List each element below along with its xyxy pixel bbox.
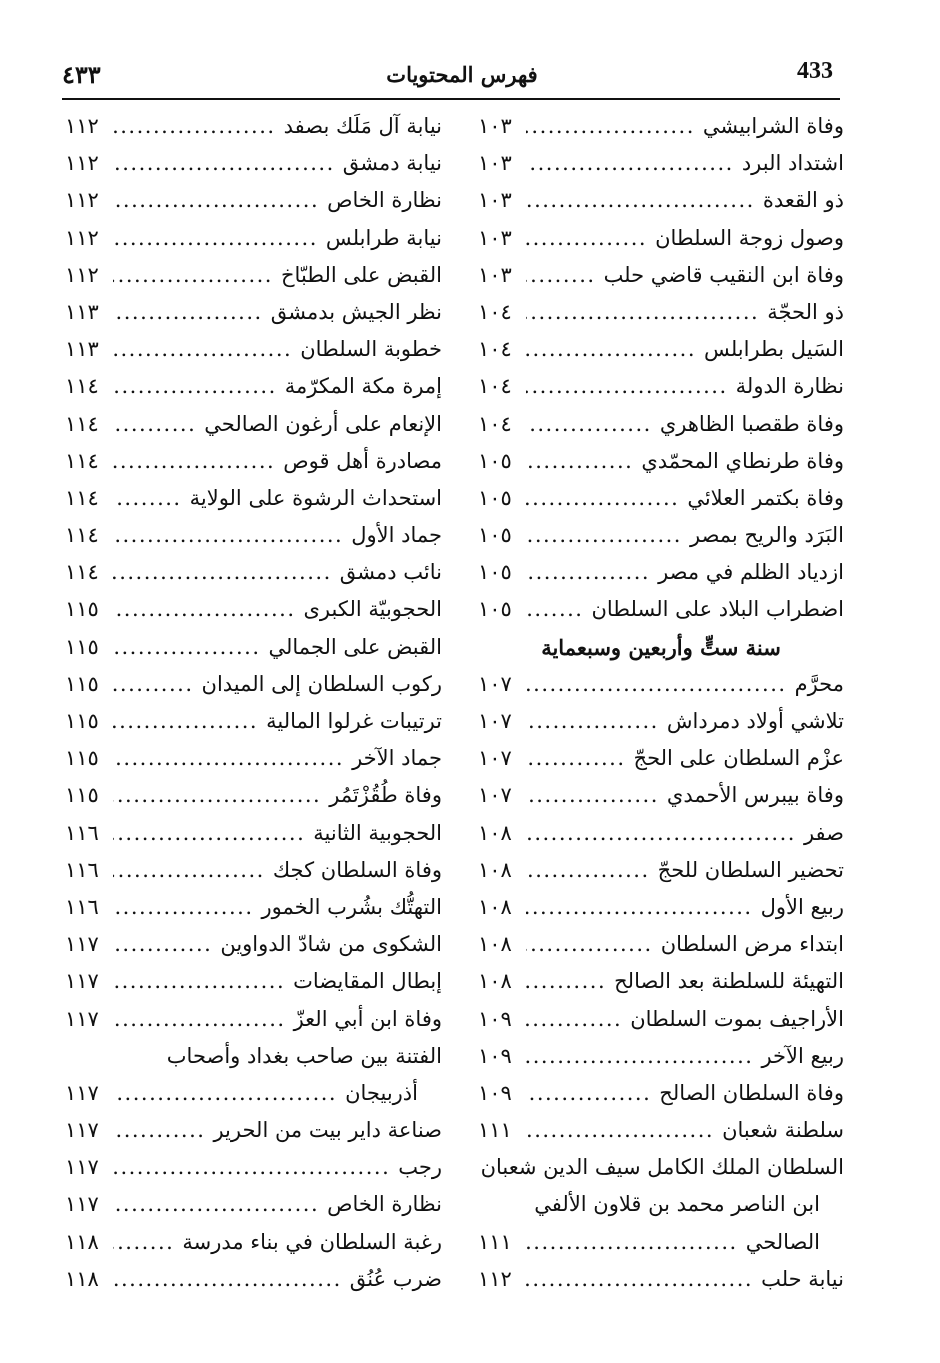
toc-page-number: ١٠٩	[478, 1080, 512, 1105]
toc-entry-title: نظر الجيش بدمشق	[270, 299, 442, 324]
toc-entry	[65, 1112, 442, 1149]
toc-entry-title: تلاشي أولاد دمرداش	[666, 709, 844, 733]
toc-entry	[65, 294, 442, 331]
dot-leader	[113, 591, 296, 628]
toc-entry	[478, 591, 844, 628]
dot-leader	[526, 331, 696, 368]
toc-page-number: ١٠٥	[478, 597, 512, 622]
toc-entry	[478, 294, 844, 331]
dot-leader	[526, 1038, 753, 1075]
toc-entry-title: السَيل بطرابلس	[704, 337, 844, 362]
toc-page-number: ١١١	[478, 1118, 512, 1143]
toc-entry-title: نظارة الخاص	[327, 188, 442, 213]
toc-entry-title: نيابة حلب	[761, 1266, 844, 1291]
toc-entry	[65, 1261, 442, 1298]
toc-entry	[478, 1038, 844, 1075]
toc-page-number: ١١٨	[65, 1266, 99, 1291]
toc-entry	[65, 368, 442, 405]
toc-entry	[65, 963, 442, 1000]
toc-entry-title: استحداث الرشوة على الولاية	[189, 485, 442, 510]
toc-entry	[65, 1149, 442, 1186]
toc-page-number: ١١٦	[65, 820, 99, 845]
toc-page-number: ١٠٥	[478, 560, 512, 585]
toc-entry-title: وفاة ابن أبي العزّ	[293, 1006, 442, 1031]
toc-entry-title: رجب	[398, 1155, 442, 1180]
dot-leader	[113, 963, 285, 1000]
toc-entry-title: الحجوبيّة الكبرى	[303, 597, 442, 622]
dot-leader	[526, 1075, 651, 1112]
toc-page-number: ١٠٥	[478, 523, 512, 548]
toc-page-number: ١٠٩	[478, 1043, 512, 1068]
toc-entry-title: التهيئة للسلطنة بعد الصالح	[614, 969, 844, 994]
toc-entry	[65, 889, 442, 926]
toc-entry	[65, 554, 442, 591]
toc-page-number: ١١٥	[65, 709, 99, 733]
toc-entry	[478, 480, 844, 517]
page-number-arabic: ٤٣٣	[62, 60, 101, 89]
page-title: فهرس المحتويات	[386, 62, 538, 87]
toc-entry	[65, 591, 442, 628]
toc-entry-title: خطوبة السلطان	[300, 337, 442, 362]
toc-page-number: ١١٧	[65, 969, 99, 994]
toc-entry-title: نيابة آل مَلَك بصفد	[283, 114, 442, 138]
toc-entry-title: إمرة مكة المكرّمة	[284, 374, 442, 399]
toc-entry	[65, 926, 442, 963]
toc-entry	[478, 517, 844, 554]
dot-leader	[113, 108, 276, 145]
toc-entry-title: وفاة بكتمر العلائي	[687, 485, 844, 510]
toc-page-number: ١١٥	[65, 671, 99, 696]
toc-page-number: ١١٤	[65, 485, 99, 510]
toc-page-number: ١١٢	[478, 1266, 512, 1291]
toc-entry-title: اضطراب البلاد على السلطان	[591, 597, 844, 622]
toc-page-number: ١٠٨	[478, 820, 512, 845]
dot-leader	[526, 406, 652, 443]
toc-page-number: ١١٥	[65, 597, 99, 622]
toc-entry-title: الفتنة بين صاحب بغداد وأصحاب	[166, 1043, 442, 1068]
dot-leader	[526, 963, 606, 1000]
toc-entry-title: ابن الناصر محمد بن قلاون الألفي	[534, 1192, 820, 1217]
dot-leader	[113, 629, 261, 666]
toc-entry-title: وفاة طرنطاي المحمّدي	[641, 448, 844, 473]
toc-entry-title: نيابة دمشق	[342, 151, 442, 176]
toc-page-number: ١١٤	[65, 448, 99, 473]
dot-leader	[526, 1224, 738, 1261]
toc-page-number: ١١٧	[65, 1118, 99, 1143]
toc-page-number: ١١١	[478, 1229, 512, 1254]
toc-entry-title: وصول زوجة السلطان	[655, 225, 844, 250]
toc-entry	[478, 1261, 844, 1298]
dot-leader	[526, 368, 728, 405]
toc-page-number: ١١٧	[65, 1155, 99, 1180]
toc-page-number: ١١٧	[65, 932, 99, 957]
toc-entry-title: جماد الأول	[351, 523, 442, 548]
page-number-latin: 433	[797, 58, 833, 84]
toc-entry-line	[478, 1186, 844, 1223]
toc-entry-title: اشتداد البرد	[741, 151, 844, 176]
toc-page-number: ١١٨	[65, 1229, 99, 1254]
toc-entry-title: وفاة السلطان كجك	[272, 857, 442, 882]
toc-entry-title: وفاة طقصبا الظاهري	[659, 411, 844, 436]
toc-entry	[478, 666, 844, 703]
toc-entry-title: القبض على الجمالي	[268, 634, 442, 659]
toc-entry-title: جماد الآخر	[352, 746, 442, 771]
dot-leader	[113, 703, 258, 740]
toc-page-number: ١٠٣	[478, 151, 512, 176]
toc-entry	[65, 740, 442, 777]
toc-entry	[478, 257, 844, 294]
toc-entry	[65, 406, 442, 443]
toc-entry	[65, 1186, 442, 1223]
toc-entry-title: ازدياد الظلم في مصر	[658, 560, 844, 585]
toc-entry-title: نظارة الخاص	[327, 1192, 442, 1217]
toc-page-number: ١١٥	[65, 634, 99, 659]
toc-page-number: ١١٤	[65, 374, 99, 399]
dot-leader	[113, 1149, 390, 1186]
toc-entry-title: ربيع الأول	[760, 894, 844, 919]
toc-entry-title: عزْم السلطان على الحجّ	[633, 746, 844, 771]
dot-leader	[113, 1112, 205, 1149]
toc-entry-title: الإنعام على أرغون الصالحي	[204, 411, 442, 436]
toc-entry-title: الحجوبية الثانية	[313, 820, 442, 845]
dot-leader	[526, 443, 633, 480]
toc-page-number: ١٠٨	[478, 857, 512, 882]
toc-page-number: ١٠٧	[478, 709, 512, 733]
dot-leader	[113, 443, 275, 480]
dot-leader	[526, 1261, 753, 1298]
toc-page-number: ١١٤	[65, 560, 99, 585]
toc-entry	[65, 331, 442, 368]
dot-leader	[113, 145, 335, 182]
toc-column-left	[65, 108, 442, 1298]
toc-entry-title: سلطنة شعبان	[722, 1118, 844, 1143]
dot-leader	[526, 1001, 622, 1038]
dot-leader	[113, 220, 318, 257]
toc-page-number: ١١٤	[65, 411, 99, 436]
toc-entry-title: ذو الحجّة	[767, 299, 844, 324]
dot-leader	[113, 740, 344, 777]
toc-entry	[65, 703, 442, 740]
toc-page-number: ١٠٧	[478, 671, 512, 696]
toc-entry	[478, 443, 844, 480]
toc-page-number: ١١٦	[65, 857, 99, 882]
toc-entry-title: ركوب السلطان إلى الميدان	[201, 671, 442, 696]
toc-entry	[65, 852, 442, 889]
toc-page-number: ١٠٧	[478, 746, 512, 771]
dot-leader	[113, 666, 194, 703]
toc-entry	[65, 1075, 442, 1112]
toc-entry-title: وفاة ابن النقيب قاضي حلب	[603, 262, 844, 287]
toc-entry	[478, 777, 844, 814]
toc-page-number: ١١٢	[65, 114, 99, 138]
toc-page-number: ١٠٤	[478, 374, 512, 399]
toc-entry	[65, 182, 442, 219]
toc-entry-title: محرَّم	[794, 671, 844, 696]
dot-leader	[526, 145, 734, 182]
toc-entry-title: وفاة طُقُزْتَمُر	[329, 783, 442, 808]
toc-page-number: ١٠٣	[478, 225, 512, 250]
toc-entry	[65, 666, 442, 703]
toc-entry-title: التهتُّك بشُرب الخمور	[261, 894, 442, 919]
dot-leader	[113, 777, 321, 814]
toc-entry	[65, 629, 442, 666]
toc-entry	[65, 815, 442, 852]
toc-entry	[478, 1112, 844, 1149]
toc-entry-title: ابتداء مرض السلطان	[660, 932, 844, 957]
toc-page-number: ١١٧	[65, 1006, 99, 1031]
toc-entry-title: وفاة الشرابيشي	[702, 114, 844, 138]
dot-leader	[526, 554, 650, 591]
dot-leader	[526, 777, 659, 814]
toc-entry	[478, 926, 844, 963]
dot-leader	[526, 517, 682, 554]
dot-leader	[113, 1186, 319, 1223]
dot-leader	[113, 1001, 286, 1038]
dot-leader	[526, 703, 659, 740]
toc-page-number: ١١٧	[65, 1192, 99, 1217]
toc-entry-title: أذربيجان	[345, 1080, 418, 1105]
toc-entry-title: ذو القعدة	[762, 188, 844, 213]
toc-entry-line	[65, 1038, 442, 1075]
toc-page-number: ١٠٥	[478, 448, 512, 473]
dot-leader	[113, 1075, 337, 1112]
toc-entry	[478, 108, 844, 145]
dot-leader	[526, 108, 695, 145]
toc-entry-title: تحضير السلطان للحجّ	[657, 857, 844, 882]
toc-entry	[478, 815, 844, 852]
toc-page-number: ١١٤	[65, 523, 99, 548]
dot-leader	[526, 182, 755, 219]
toc-entry	[478, 554, 844, 591]
dot-leader	[526, 740, 626, 777]
dot-leader	[526, 852, 650, 889]
dot-leader	[526, 926, 653, 963]
dot-leader	[526, 220, 647, 257]
toc-entry-title: الشكوى من شادّ الدواوين	[220, 932, 442, 957]
toc-entry	[478, 963, 844, 1000]
toc-page-number: ١١٢	[65, 151, 99, 176]
toc-page-number: ١١٧	[65, 1080, 99, 1105]
toc-entry	[65, 777, 442, 814]
toc-page-number: ١١٦	[65, 894, 99, 919]
page-header	[62, 50, 840, 100]
toc-page-number: ١١٥	[65, 746, 99, 771]
toc-entry-title: وفاة السلطان الصالح	[659, 1080, 844, 1105]
dot-leader	[113, 257, 273, 294]
toc-entry-title: صناعة داير بيت من الحرير	[213, 1118, 442, 1143]
toc-entry-title: الأراجيف بموت السلطان	[630, 1006, 844, 1031]
toc-entry	[65, 1001, 442, 1038]
toc-entry-title: القبض على الطبّاخ	[280, 262, 442, 287]
toc-entry-title: الصالحي	[745, 1229, 820, 1254]
dot-leader	[526, 889, 753, 926]
toc-entry-title: رغبة السلطان في بناء مدرسة	[182, 1229, 442, 1254]
dot-leader	[113, 815, 305, 852]
dot-leader	[526, 815, 796, 852]
dot-leader	[113, 480, 182, 517]
dot-leader	[113, 1224, 174, 1261]
dot-leader	[113, 1261, 342, 1298]
toc-entry	[65, 220, 442, 257]
toc-page-number: ١٠٣	[478, 114, 512, 138]
toc-entry-title: ضرب عُنُق	[349, 1266, 442, 1291]
toc-entry	[65, 108, 442, 145]
toc-entry	[478, 220, 844, 257]
toc-page-number: ١٠٨	[478, 932, 512, 957]
toc-entry-title: نيابة طرابلس	[325, 225, 442, 250]
toc-entry	[478, 1001, 844, 1038]
toc-entry	[478, 331, 844, 368]
dot-leader	[113, 554, 332, 591]
toc-page-number: ١٠٣	[478, 262, 512, 287]
toc-entry	[478, 1075, 844, 1112]
toc-page-number: ١٠٤	[478, 337, 512, 362]
dot-leader	[113, 368, 277, 405]
toc-page-number: ١١٥	[65, 783, 99, 808]
dot-leader	[113, 182, 319, 219]
toc-entry-title: إبطال المقايضات	[293, 969, 442, 994]
toc-entry	[65, 517, 442, 554]
toc-entry-title: نائب دمشق	[339, 560, 442, 585]
dot-leader	[113, 926, 212, 963]
toc-entry	[65, 480, 442, 517]
toc-entry-title: نظارة الدولة	[735, 374, 844, 399]
toc-entry	[65, 145, 442, 182]
toc-page-number: ١٠٨	[478, 969, 512, 994]
dot-leader	[526, 257, 596, 294]
dot-leader	[526, 1112, 714, 1149]
toc-page-number: ١٠٥	[478, 485, 512, 510]
toc-entry-line	[478, 1149, 844, 1186]
toc-entry-title: صفر	[803, 820, 844, 845]
dot-leader	[526, 294, 759, 331]
dot-leader	[526, 591, 583, 628]
toc-page-number: ١١٢	[65, 225, 99, 250]
toc-entry-title: مصادرة أهل قوص	[283, 448, 442, 473]
toc-page-number: ١٠٤	[478, 299, 512, 324]
toc-entry	[65, 443, 442, 480]
dot-leader	[113, 517, 343, 554]
toc-page-number: ١١٣	[65, 299, 99, 324]
toc-entry	[65, 257, 442, 294]
toc-entry-title: السلطان الملك الكامل سيف الدين شعبان	[480, 1155, 844, 1180]
toc-page-number: ١٠٩	[478, 1006, 512, 1031]
toc-column-right	[478, 108, 844, 1298]
dot-leader	[113, 889, 254, 926]
dot-leader	[526, 666, 787, 703]
toc-entry	[478, 182, 844, 219]
toc-entry	[478, 889, 844, 926]
toc-entry-title: البَرَد والريح بمصر	[689, 523, 844, 548]
toc-page-number: ١٠٨	[478, 894, 512, 919]
dot-leader	[113, 294, 263, 331]
section-heading-text: سنة ستٍّ وأربعين وسبعماية	[541, 634, 781, 660]
toc-entry	[478, 1224, 844, 1261]
toc-entry-title: ترتيبات غرلوا المالية	[266, 709, 442, 733]
dot-leader	[526, 480, 679, 517]
toc-entry-title: وفاة بيبرس الأحمدي	[666, 783, 844, 808]
toc-entry	[65, 1224, 442, 1261]
section-heading	[478, 629, 844, 666]
toc-page-number: ١١٢	[65, 262, 99, 287]
dot-leader	[113, 331, 292, 368]
toc-page-number: ١٠٣	[478, 188, 512, 213]
toc-page-number: ١١٣	[65, 337, 99, 362]
toc-entry	[478, 740, 844, 777]
toc-page-number: ١٠٧	[478, 783, 512, 808]
dot-leader	[113, 406, 196, 443]
dot-leader	[113, 852, 265, 889]
toc-entry	[478, 852, 844, 889]
toc-entry-title: ربيع الآخر	[761, 1043, 844, 1068]
toc-entry	[478, 406, 844, 443]
toc-entry	[478, 703, 844, 740]
toc-entry	[478, 145, 844, 182]
toc-page-number: ١١٢	[65, 188, 99, 213]
toc-entry	[478, 368, 844, 405]
toc-page-number: ١٠٤	[478, 411, 512, 436]
